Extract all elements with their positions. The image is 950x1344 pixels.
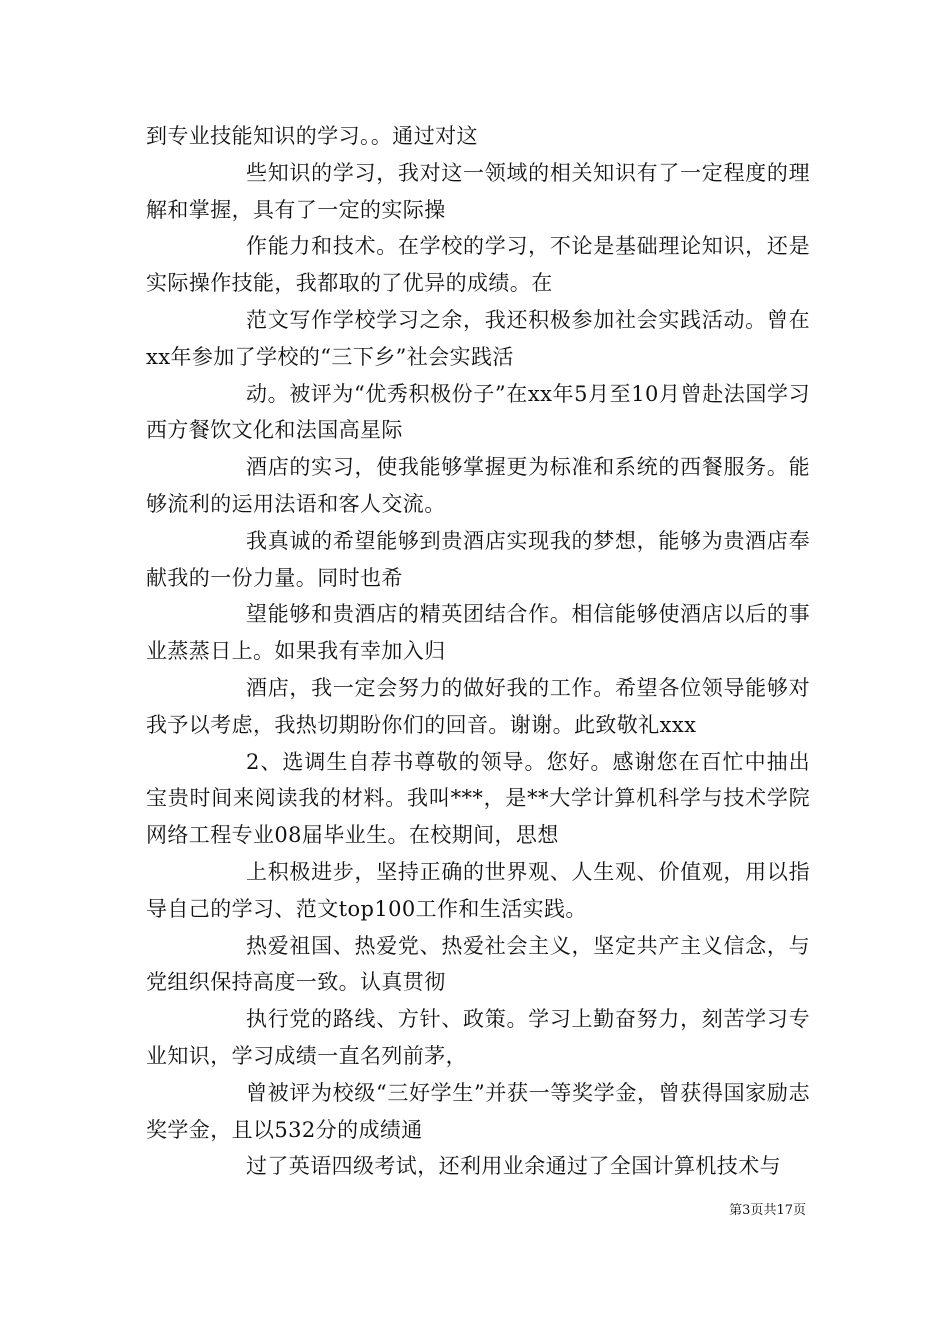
paragraph-11: 上积极进步，坚持正确的世界观、人生观、价值观，用以指导自己的学习、范文top100工作和生活实践。: [146, 859, 810, 921]
paragraph-10: 2、选调生自荐书尊敬的领导。您好。感谢您在百忙中抽出宝贵时间来阅读我的材料。我叫***，是**大学计算机科学与技术学院网络工程专业08届毕业生。在校期间，思想: [146, 749, 810, 848]
paragraph-6: 酒店的实习，使我能够掌握更为标准和系统的西餐服务。能够流利的运用法语和客人交流。: [146, 455, 810, 516]
paragraph-2: 些知识的学习，我对这一领域的相关知识有了一定程度的理解和掌握，具有了一定的实际操: [146, 160, 810, 222]
document-body: [146, 118, 810, 1185]
paragraph-15: 过了英语四级考试，还利用业余通过了全国计算机技术与: [246, 1154, 781, 1179]
paragraph-3: 作能力和技术。在学校的学习，不论是基础理论知识，还是实际操作技能，我都取的了优异的成绩。在: [146, 234, 810, 296]
paragraph-4: 范文写作学校学习之余，我还积极参加社会实践活动。曾在xx年参加了学校的“三下乡”社会实践活: [146, 307, 810, 369]
paragraph-8: 望能够和贵酒店的精英团结合作。相信能够使酒店以后的事业蒸蒸日上。如果我有幸加入归: [146, 602, 810, 664]
paragraph-14: 曾被评为校级“三好学生”并获一等奖学金，曾获得国家励志奖学金，且以532分的成绩通: [146, 1080, 810, 1142]
paragraph-1: 到专业技能知识的学习。。通过对这: [146, 124, 478, 148]
paragraph-9: 酒店，我一定会努力的做好我的工作。希望各位领导能够对我予以考虑，我热切期盼你们的回音。谢谢。此致敬礼xxx: [146, 675, 810, 737]
paragraph-13: 执行党的路线、方针、政策。学习上勤奋努力，刻苦学习专业知识，学习成绩一直名列前茅，: [146, 1007, 810, 1068]
paragraph-12: 热爱祖国、热爱党、热爱社会主义，坚定共产主义信念，与党组织保持高度一致。认真贯彻: [146, 933, 810, 995]
page-number-footer: 第3页共17页: [729, 1203, 806, 1218]
paragraph-7: 我真诚的希望能够到贵酒店实现我的梦想，能够为贵酒店奉献我的一份力量。同时也希: [146, 528, 810, 590]
paragraph-5: 动。被评为“优秀积极份子”在xx年5月至10月曾赴法国学习西方餐饮文化和法国高星际: [146, 381, 810, 443]
